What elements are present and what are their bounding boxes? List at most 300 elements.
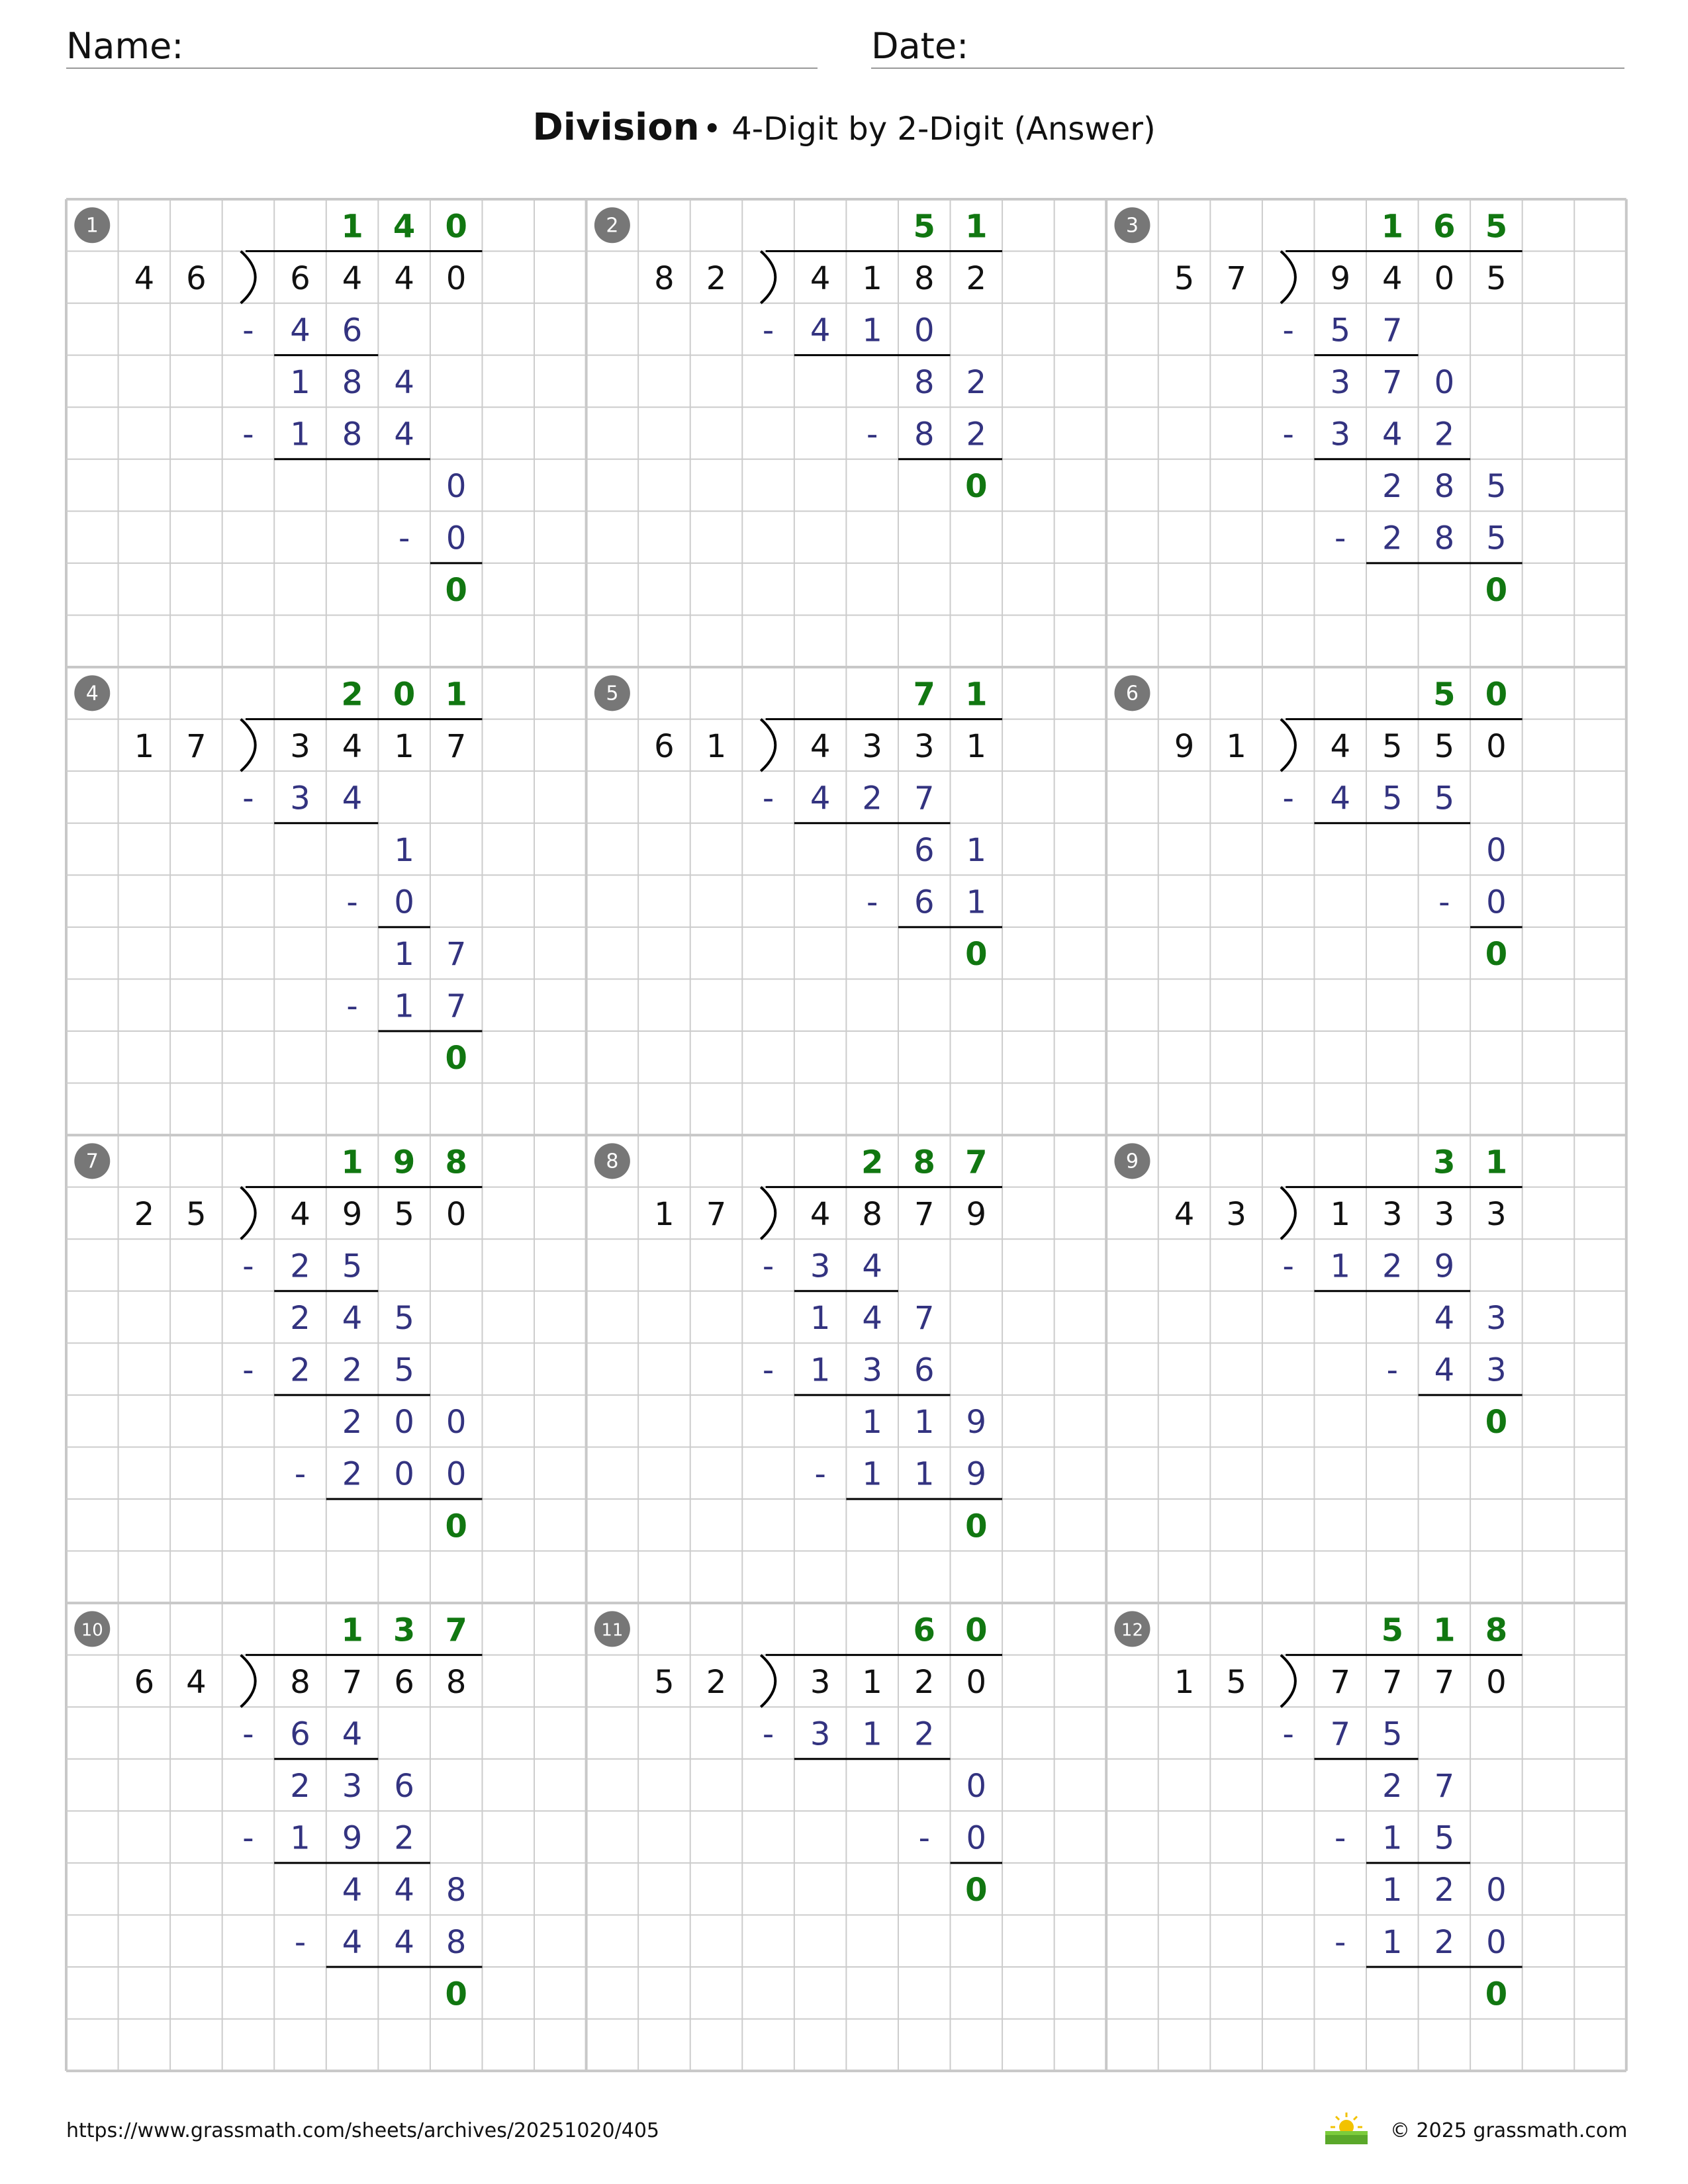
minus-sign: - [918, 1819, 930, 1857]
subtrahend-digit: 8 [1434, 520, 1455, 557]
minus-sign: - [242, 312, 254, 349]
remainder-digit: 6 [914, 832, 935, 869]
divisor-digit: 4 [134, 259, 155, 297]
dividend-digit: 7 [1330, 1663, 1350, 1701]
minus-sign: - [294, 1455, 306, 1493]
subtrahend-digit: 8 [342, 416, 363, 453]
dividend-digit: 4 [394, 259, 414, 297]
minus-sign: - [242, 1351, 254, 1389]
remainder-digit: 1 [966, 832, 987, 869]
footer-copyright: © 2025 grassmath.com [1390, 2119, 1628, 2142]
dividend-digit: 6 [394, 1663, 414, 1701]
problem-number: 6 [1125, 682, 1139, 705]
remainder-digit: 7 [914, 1300, 935, 1338]
dividend-digit: 0 [445, 259, 467, 297]
remainder-digit: 2 [290, 1300, 310, 1338]
subtrahend-digit: 0 [445, 520, 467, 557]
subtrahend-digit: 1 [966, 884, 987, 921]
minus-sign: - [1282, 1248, 1294, 1285]
remainder-digit: 2 [966, 363, 987, 401]
remainder-digit: 1 [394, 832, 414, 869]
minus-sign: - [1335, 1819, 1346, 1857]
dividend-digit: 3 [1382, 1195, 1403, 1233]
remainder-digit: 0 [1486, 1872, 1507, 1909]
divisor-digit: 2 [706, 1663, 727, 1701]
subtrahend-digit: 4 [394, 1923, 414, 1961]
subtrahend-digit: 2 [914, 1715, 935, 1753]
subtrahend-digit: 1 [394, 987, 414, 1025]
subtrahend-digit: 2 [1434, 416, 1455, 453]
subtrahend-digit: 1 [862, 312, 882, 349]
dividend-digit: 5 [1434, 727, 1455, 765]
problem-7 [74, 1143, 482, 1545]
subtrahend-digit: 2 [342, 1351, 363, 1389]
dividend-digit: 3 [1486, 1195, 1507, 1233]
subtrahend-digit: 0 [394, 884, 414, 921]
title-sub: 4-Digit by 2-Digit (Answer) [731, 111, 1156, 148]
subtrahend-digit: 9 [1434, 1248, 1455, 1285]
subtrahend-digit: 0 [445, 1455, 467, 1493]
division-bracket [1281, 1655, 1295, 1707]
problem-1 [74, 207, 482, 609]
name-label: Name: [66, 25, 184, 67]
dividend-digit: 9 [342, 1195, 363, 1233]
title-separator: • [702, 111, 722, 148]
subtrahend-digit: 0 [1486, 1923, 1507, 1961]
quotient-digit: 0 [445, 208, 467, 246]
dividend-digit: 9 [1330, 259, 1350, 297]
subtrahend-digit: 0 [1486, 884, 1507, 921]
division-bracket [1281, 251, 1295, 304]
remainder-digit: 4 [394, 363, 414, 401]
minus-sign: - [762, 1715, 774, 1753]
divisor-digit: 8 [654, 259, 675, 297]
dividend-digit: 2 [914, 1663, 935, 1701]
remainder-digit: 2 [1434, 1872, 1455, 1909]
remainder-digit: 8 [1434, 468, 1455, 506]
date-label: Date: [871, 25, 969, 67]
subtrahend-digit: 1 [862, 1455, 882, 1493]
remainder-digit: 4 [394, 1872, 414, 1909]
problem-number: 5 [606, 682, 619, 705]
dividend-digit: 7 [1382, 1663, 1403, 1701]
subtrahend-digit: 5 [1434, 780, 1455, 817]
dividend-digit: 1 [394, 727, 414, 765]
remainder-digit: 1 [290, 363, 310, 401]
minus-sign: - [1282, 416, 1294, 453]
dividend-digit: 9 [966, 1195, 987, 1233]
dividend-digit: 4 [1330, 727, 1350, 765]
minus-sign: - [762, 312, 774, 349]
quotient-digit: 7 [913, 676, 935, 713]
problem-number: 12 [1121, 1620, 1144, 1641]
dividend-digit: 0 [445, 1195, 467, 1233]
quotient-digit: 6 [913, 1612, 935, 1649]
subtrahend-digit: 4 [810, 780, 831, 817]
subtrahend-digit: 3 [290, 780, 310, 817]
divisor-digit: 1 [1174, 1663, 1195, 1701]
subtrahend-digit: 0 [914, 312, 935, 349]
remainder-digit: 0 [1486, 832, 1507, 869]
remainder-digit: 1 [1382, 1872, 1403, 1909]
quotient-digit: 2 [861, 1144, 884, 1181]
problem-3 [1114, 207, 1522, 609]
quotient-digit: 5 [1381, 1612, 1403, 1649]
divisor-digit: 1 [706, 727, 727, 765]
minus-sign: - [346, 987, 358, 1025]
divisor-digit: 6 [654, 727, 675, 765]
problem-number: 3 [1125, 214, 1139, 238]
dividend-digit: 6 [290, 259, 310, 297]
dividend-digit: 7 [342, 1663, 363, 1701]
divisor-digit: 4 [1174, 1195, 1195, 1233]
minus-sign: - [1282, 780, 1294, 817]
dividend-digit: 1 [966, 727, 987, 765]
problem-6 [1114, 675, 1522, 973]
minus-sign: - [867, 884, 878, 921]
grass-sun-logo-icon [1323, 2110, 1370, 2147]
subtrahend-digit: 4 [810, 312, 831, 349]
problem-10 [74, 1611, 482, 2013]
final-remainder: 0 [965, 468, 988, 506]
divisor-digit: 7 [706, 1195, 727, 1233]
subtrahend-digit: 2 [966, 416, 987, 453]
quotient-digit: 1 [965, 676, 988, 713]
quotient-digit: 8 [445, 1144, 467, 1181]
final-remainder: 0 [1485, 1976, 1508, 2013]
problem-9 [1114, 1143, 1522, 1441]
final-remainder: 0 [965, 1508, 988, 1545]
quotient-digit: 8 [1485, 1612, 1508, 1649]
problem-8 [594, 1143, 1002, 1545]
subtrahend-digit: 7 [1382, 312, 1403, 349]
problems [74, 207, 1522, 2013]
dividend-digit: 4 [1382, 259, 1403, 297]
subtrahend-digit: 3 [862, 1351, 882, 1389]
subtrahend-digit: 4 [290, 312, 310, 349]
minus-sign: - [242, 1715, 254, 1753]
quotient-digit: 1 [1485, 1144, 1508, 1181]
subtrahend-digit: 5 [1434, 1819, 1455, 1857]
remainder-digit: 4 [342, 1300, 363, 1338]
divisor-digit: 5 [1226, 1663, 1246, 1701]
subtrahend-digit: 1 [914, 1455, 935, 1493]
footer-url[interactable]: https://www.grassmath.com/sheets/archives/20251020/405 [66, 2119, 660, 2142]
minus-sign: - [1386, 1351, 1398, 1389]
dividend-digit: 4 [810, 727, 831, 765]
remainder-digit: 0 [1434, 363, 1455, 401]
quotient-digit: 5 [1433, 676, 1456, 713]
dividend-digit: 4 [290, 1195, 310, 1233]
subtrahend-digit: 1 [1382, 1819, 1403, 1857]
subtrahend-digit: 1 [1382, 1923, 1403, 1961]
dividend-digit: 4 [810, 259, 831, 297]
minus-sign: - [242, 1819, 254, 1857]
subtrahend-digit: 7 [1330, 1715, 1350, 1753]
minus-sign: - [398, 520, 410, 557]
dividend-digit: 0 [966, 1663, 987, 1701]
subtrahend-digit: 2 [394, 1819, 414, 1857]
remainder-digit: 6 [394, 1768, 414, 1805]
quotient-digit: 1 [341, 208, 363, 246]
subtrahend-digit: 5 [1486, 520, 1507, 557]
subtrahend-digit: 1 [1330, 1248, 1350, 1285]
subtrahend-digit: 5 [1330, 312, 1350, 349]
dividend-digit: 7 [445, 727, 467, 765]
subtrahend-digit: 4 [1434, 1351, 1455, 1389]
quotient-digit: 9 [393, 1144, 416, 1181]
minus-sign: - [762, 1248, 774, 1285]
divisor-digit: 1 [1226, 727, 1246, 765]
subtrahend-digit: 8 [914, 416, 935, 453]
quotient-digit: 5 [1485, 208, 1508, 246]
divisor-digit: 3 [1226, 1195, 1246, 1233]
division-bracket [241, 1187, 256, 1240]
dividend-digit: 8 [914, 259, 935, 297]
quotient-digit: 3 [1433, 1144, 1456, 1181]
final-remainder: 0 [445, 1508, 467, 1545]
division-bracket [241, 251, 256, 304]
divisor-digit: 2 [134, 1195, 155, 1233]
quotient-digit: 7 [965, 1144, 988, 1181]
quotient-digit: 5 [913, 208, 935, 246]
remainder-digit: 7 [1382, 363, 1403, 401]
final-remainder: 0 [445, 1976, 467, 2013]
remainder-digit: 7 [445, 936, 467, 974]
subtrahend-digit: 2 [1382, 1248, 1403, 1285]
dividend-digit: 5 [1486, 259, 1507, 297]
remainder-digit: 2 [1382, 468, 1403, 506]
subtrahend-digit: 7 [914, 780, 935, 817]
subtrahend-digit: 5 [1382, 1715, 1403, 1753]
subtrahend-digit: 6 [290, 1715, 310, 1753]
dividend-digit: 8 [290, 1663, 310, 1701]
divisor-digit: 7 [186, 727, 207, 765]
final-remainder: 0 [445, 1040, 467, 1077]
minus-sign: - [294, 1923, 306, 1961]
subtrahend-digit: 2 [1434, 1923, 1455, 1961]
problem-number: 1 [85, 214, 99, 238]
subtrahend-digit: 2 [342, 1455, 363, 1493]
division-bracket [761, 1655, 775, 1707]
quotient-digit: 6 [1433, 208, 1456, 246]
quotient-digit: 4 [393, 208, 416, 246]
remainder-digit: 2 [1382, 1768, 1403, 1805]
subtrahend-digit: 4 [342, 780, 363, 817]
quotient-digit: 1 [341, 1144, 363, 1181]
remainder-digit: 7 [1434, 1768, 1455, 1805]
subtrahend-digit: 2 [862, 780, 882, 817]
subtrahend-digit: 8 [445, 1923, 467, 1961]
dividend-digit: 5 [394, 1195, 414, 1233]
subtrahend-digit: 4 [1382, 416, 1403, 453]
dividend-digit: 3 [1434, 1195, 1455, 1233]
quotient-digit: 1 [341, 1612, 363, 1649]
problem-number: 8 [606, 1150, 619, 1173]
dividend-digit: 1 [862, 1663, 882, 1701]
remainder-digit: 0 [445, 1404, 467, 1441]
minus-sign: - [814, 1455, 826, 1493]
minus-sign: - [762, 1351, 774, 1389]
subtrahend-digit: 6 [914, 884, 935, 921]
dividend-digit: 0 [1434, 259, 1455, 297]
final-remainder: 0 [1485, 1404, 1508, 1441]
subtrahend-digit: 0 [394, 1455, 414, 1493]
quotient-digit: 8 [913, 1144, 935, 1181]
remainder-digit: 0 [966, 1768, 987, 1805]
minus-sign: - [346, 884, 358, 921]
quotient-digit: 1 [1433, 1612, 1456, 1649]
remainder-digit: 2 [290, 1768, 310, 1805]
dividend-digit: 0 [1486, 1663, 1507, 1701]
remainder-digit: 5 [394, 1300, 414, 1338]
dividend-digit: 7 [914, 1195, 935, 1233]
divisor-digit: 1 [134, 727, 155, 765]
minus-sign: - [242, 416, 254, 453]
divisor-digit: 1 [654, 1195, 675, 1233]
dividend-digit: 2 [966, 259, 987, 297]
final-remainder: 0 [965, 936, 988, 974]
division-bracket [1281, 1187, 1295, 1240]
subtrahend-digit: 6 [342, 312, 363, 349]
subtrahend-digit: 2 [1382, 520, 1403, 557]
quotient-digit: 0 [965, 1612, 988, 1649]
quotient-digit: 1 [1381, 208, 1403, 246]
remainder-digit: 0 [445, 468, 467, 506]
dividend-digit: 4 [342, 259, 363, 297]
subtrahend-digit: 4 [342, 1923, 363, 1961]
remainder-digit: 4 [1434, 1300, 1455, 1338]
quotient-digit: 1 [965, 208, 988, 246]
subtrahend-digit: 1 [290, 1819, 310, 1857]
subtrahend-digit: 3 [810, 1248, 831, 1285]
remainder-digit: 8 [342, 363, 363, 401]
remainder-digit: 8 [445, 1872, 467, 1909]
divisor-digit: 6 [134, 1663, 155, 1701]
subtrahend-digit: 6 [914, 1351, 935, 1389]
subtrahend-digit: 7 [445, 987, 467, 1025]
dividend-digit: 3 [914, 727, 935, 765]
subtrahend-digit: 4 [394, 416, 414, 453]
subtrahend-digit: 1 [862, 1715, 882, 1753]
divisor-digit: 6 [186, 259, 207, 297]
problem-number: 7 [85, 1150, 99, 1173]
remainder-digit: 2 [342, 1404, 363, 1441]
division-bracket [761, 719, 775, 772]
divisor-digit: 5 [186, 1195, 207, 1233]
final-remainder: 0 [965, 1872, 988, 1909]
division-bracket [761, 251, 775, 304]
quotient-digit: 0 [1485, 676, 1508, 713]
remainder-digit: 3 [342, 1768, 363, 1805]
subtrahend-digit: 3 [1330, 416, 1350, 453]
dividend-digit: 1 [862, 259, 882, 297]
subtrahend-digit: 2 [290, 1248, 310, 1285]
dividend-digit: 3 [862, 727, 882, 765]
dividend-digit: 3 [290, 727, 310, 765]
subtrahend-digit: 9 [342, 1819, 363, 1857]
remainder-digit: 4 [862, 1300, 882, 1338]
minus-sign: - [762, 780, 774, 817]
subtrahend-digit: 3 [810, 1715, 831, 1753]
subtrahend-digit: 1 [290, 416, 310, 453]
quotient-digit: 3 [393, 1612, 416, 1649]
subtrahend-digit: 1 [810, 1351, 831, 1389]
subtrahend-digit: 4 [862, 1248, 882, 1285]
quotient-digit: 7 [445, 1612, 467, 1649]
final-remainder: 0 [445, 572, 467, 610]
minus-sign: - [1438, 884, 1450, 921]
remainder-digit: 1 [914, 1404, 935, 1441]
division-bracket [1281, 719, 1295, 772]
title-main: Division [532, 106, 700, 149]
dividend-digit: 7 [1434, 1663, 1455, 1701]
subtrahend-digit: 3 [1486, 1351, 1507, 1389]
quotient-digit: 2 [341, 676, 363, 713]
dividend-digit: 0 [1486, 727, 1507, 765]
subtrahend-digit: 0 [966, 1819, 987, 1857]
remainder-digit: 9 [966, 1404, 987, 1441]
divisor-digit: 5 [654, 1663, 675, 1701]
dividend-digit: 4 [342, 727, 363, 765]
final-remainder: 0 [1485, 936, 1508, 974]
subtrahend-digit: 5 [1382, 780, 1403, 817]
subtrahend-digit: 2 [290, 1351, 310, 1389]
minus-sign: - [1282, 1715, 1294, 1753]
remainder-digit: 3 [1486, 1300, 1507, 1338]
remainder-digit: 5 [1486, 468, 1507, 506]
problem-5 [594, 675, 1002, 973]
division-bracket [241, 719, 256, 772]
remainder-digit: 1 [862, 1404, 882, 1441]
problem-number: 11 [601, 1620, 624, 1641]
dividend-digit: 3 [810, 1663, 831, 1701]
minus-sign: - [242, 780, 254, 817]
dividend-digit: 8 [445, 1663, 467, 1701]
subtrahend-digit: 4 [1330, 780, 1350, 817]
minus-sign: - [1335, 1923, 1346, 1961]
quotient-digit: 0 [393, 676, 416, 713]
problem-number: 9 [1125, 1150, 1139, 1173]
minus-sign: - [242, 1248, 254, 1285]
divisor-digit: 4 [186, 1663, 207, 1701]
problem-4 [74, 675, 482, 1077]
problem-number: 10 [81, 1620, 103, 1641]
subtrahend-digit: 4 [342, 1715, 363, 1753]
problem-12 [1114, 1611, 1522, 2013]
quotient-digit: 1 [445, 676, 467, 713]
remainder-digit: 1 [394, 936, 414, 974]
dividend-digit: 8 [862, 1195, 882, 1233]
divisor-digit: 2 [706, 259, 727, 297]
remainder-digit: 3 [1330, 363, 1350, 401]
subtrahend-digit: 9 [966, 1455, 987, 1493]
minus-sign: - [1282, 312, 1294, 349]
remainder-digit: 4 [342, 1872, 363, 1909]
minus-sign: - [867, 416, 878, 453]
division-bracket [241, 1655, 256, 1707]
problem-number: 4 [85, 682, 99, 705]
divisor-digit: 7 [1226, 259, 1246, 297]
division-bracket [761, 1187, 775, 1240]
subtrahend-digit: 5 [342, 1248, 363, 1285]
dividend-digit: 5 [1382, 727, 1403, 765]
minus-sign: - [1335, 520, 1346, 557]
divisor-digit: 5 [1174, 259, 1195, 297]
remainder-digit: 1 [810, 1300, 831, 1338]
problem-2 [594, 207, 1002, 505]
problem-11 [594, 1611, 1002, 1909]
